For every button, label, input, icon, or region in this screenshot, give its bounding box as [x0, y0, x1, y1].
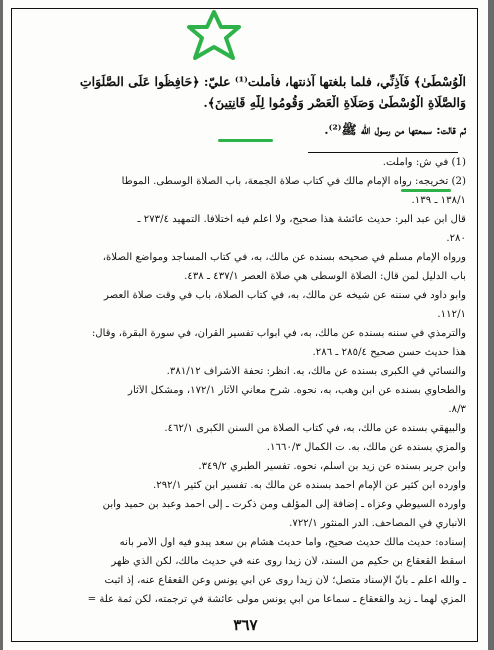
main-text-line: الْوُسْطَىٰ﴾ فَآذِنِّي، فلما بلغتها آذنتها، فأملت⁽¹⁾ عليّ: ﴿حَافِظُوا عَلَى الصَّلَوَاتِ	[79, 74, 466, 89]
footnote-line: المزي لهما ـ زيد والقعقاع ـ سماعاً من أبي يونس مولى عائشة في ترجمته، لكن ثمة علة =	[87, 594, 466, 605]
footnote-line: وابن جرير بسنده عن زيد بن أسلم، نحوه. تفسير الطبري ٣٤٩/٢.	[198, 461, 466, 472]
main-text-line: ثم قالت: سمعتها من رسول الله ﷺ⁽²⁾.	[324, 122, 466, 137]
page-number: ٣٦٧	[233, 616, 258, 634]
green-underline-mark	[218, 139, 273, 142]
footnote-line: ١٣٨/١ ـ ١٣٩.	[411, 195, 466, 206]
footnote-line: والنسائي في الكبرى بسنده عن مالك، به. انظر: تحفة الأشراف ٣٨١/١٢.	[166, 366, 466, 377]
footnote-line: (2) تخريجه: رواه الإمام مالك في كتاب صلاة الجمعة، باب الصلاة الوسطى. الموطأ	[121, 176, 466, 187]
footnote-line: هذا حديث حسن صحيح ٢٨٥/٤ ـ ٢٨٦.	[312, 347, 466, 358]
footnote-line: والترمذي في سننه بسنده عن مالك، به، في أبواب تفسير القرآن، في سورة البقرة، وقال:	[91, 328, 466, 339]
main-text-line: وَالصَّلَاةِ الْوُسْطَىٰ وَصَلَاةِ الْعَصْرِ وَقُومُوا لِلَّهِ قَانِتِينَ﴾.	[203, 95, 466, 110]
footnote-line: إسناده: حديث مالك حديث صحيح، وأما حديث هشام بن سعد يبدو فيه أول الأمر بأنه	[119, 537, 466, 548]
footnote-line: باب الدليل لمن قال: الصلاة الوسطى هي صلاة العصر ٤٣٧/١ ـ ٤٣٨.	[184, 271, 466, 282]
footnote-line: والمزي بسنده عن مالك، به. ت الكمال ١٦٦٠/٣.	[266, 442, 466, 453]
footnote-line: أسقط القعقاع بن حكيم من السند، لأن زيداً روى عنه في حديث مالك، لكن الذي ظهر	[111, 556, 466, 567]
footnote-line: وأورده السيوطي وعزاه ـ إضافة إلى المؤلف ومن ذكرت ـ إلى أحمد وعبد بن حميد وابن	[102, 499, 466, 510]
footnote-line: وأبو داود في سننه عن شيخه عن مالك، به، في كتاب الصلاة، باب في وقت صلاة العصر	[104, 290, 466, 301]
footnote-line: ورواه الإمام مسلم في صحيحه بسنده عن مالك، به، في كتاب المساجد ومواضع الصلاة،	[102, 252, 466, 263]
footnote-line: ٢٨٠.	[446, 233, 466, 244]
footnote-line: ٨/٣.	[448, 404, 466, 415]
green-underline-mark	[401, 189, 451, 192]
book-page	[3, 0, 488, 650]
footnote-line: ـ والله أعلم ـ بأنّ الإسناد متصل؛ لأن زيداً روى عن أبي يونس وعن القعقاع عنه، إذ أثبت	[104, 575, 466, 586]
footnote-separator	[308, 152, 458, 153]
green-star-icon	[186, 10, 242, 62]
footnote-line: وأورده ابن كثير عن الإمام أحمد بسنده عن مالك به. تفسير ابن كثير ٢٩٢/١.	[152, 480, 466, 491]
footnote-line: قال ابن عبد البر: حديث عائشة هذا صحيح، ولا أعلم فيه اختلافاً. التمهيد ٢٧٣/٤ ـ	[137, 214, 466, 225]
footnote-line: (1) في ش: وأملت.	[382, 157, 466, 168]
footnote-line: الأنباري في المصاحف. الدر المنثور ٧٢٢/١.	[289, 518, 466, 529]
footnote-line: ١١٢/١.	[437, 309, 466, 320]
footnote-line: والطحاوي بسنده عن ابن وهب، به، نحوه. شرح معاني الآثار ١٧٢/١، ومشكل الآثار	[128, 385, 466, 396]
footnote-line: والبيهقي بسنده عن مالك، به، في كتاب الصلاة من السنن الكبرى ٤٦٢/١.	[164, 423, 466, 434]
